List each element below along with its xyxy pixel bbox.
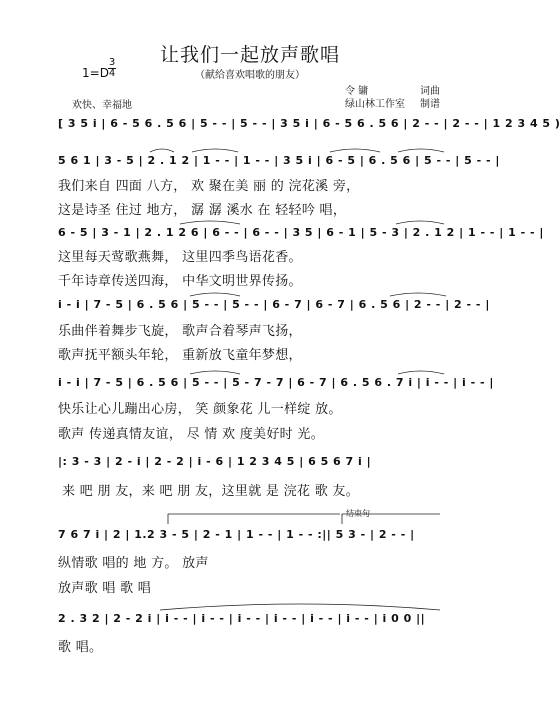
slur — [396, 221, 444, 224]
slur — [150, 149, 174, 152]
lyrics-row-2-verse-2: 这是诗圣 住过 地方， 潺 潺 溪水 在 轻轻吟 唱， — [58, 203, 347, 218]
lyrics-row-3-verse-1: 这里每天莺歌燕舞， 这里四季鸟语花香。 — [58, 250, 302, 265]
lyricist-name: 令 镛 — [345, 86, 369, 97]
lyrics-row-4-verse-2: 歌声抚平额头年轮， 重新放飞童年梦想， — [58, 348, 302, 363]
slur — [398, 371, 444, 374]
notation-row-5: i - i | 7 - 5 | 6 . 5 6 | 5 - - | 5 - 7 - 7 | 6 - 7 | 6 . 5 6 . 7 i | i - - | i - - | — [58, 376, 494, 389]
slur — [190, 371, 240, 374]
notation-row-2: 5 6 1 | 3 - 5 | 2 . 1 2 | 1 - - | 1 - - | 3 5 i | 6 - 5 | 6 . 5 6 | 5 - - | 5 - - | — [58, 154, 500, 167]
volta-bracket-ending — [342, 514, 440, 524]
notation-row-6: |: 3 - 3 | 2 - i | 2 - 2 | i - 6 | 1 2 3 4 5 | 6 5 6 7 i | — [58, 455, 372, 468]
lyrics-row-8: 歌 唱。 — [58, 640, 103, 655]
tempo-marking: 欢快、幸福地 — [72, 100, 132, 111]
lyrics-row-7-verse-2: 放声歌 唱 歌 唱 — [58, 581, 152, 596]
notation-row-7: 7 6 7 i | 2 | 1.2 3 - 5 | 2 - 1 | 1 - - | 1 - - :|| 5 3 - | 2 - - | — [58, 528, 415, 541]
slur — [390, 293, 446, 296]
notation-row-8: 2 . 3 2 | 2 - 2 i | i - - | i - - | i - - | i - - | i - - | i - - | i 0 0 || — [58, 612, 426, 625]
key-signature: 1=D — [82, 66, 109, 80]
notation-row-4: i - i | 7 - 5 | 6 . 5 6 | 5 - - | 5 - - | 6 - 7 | 6 - 7 | 6 . 5 6 | 2 - - | 2 - - | — [58, 298, 490, 311]
lyrics-row-6: 来 吧 朋 友，来 吧 朋 友，这里就 是 浣花 歌 友。 — [62, 484, 360, 499]
notation-row-1: [ 3 5 i | 6 - 5 6 . 5 6 | 5 - - | 5 - - | 3 5 i | 6 - 5 6 . 5 6 | 2 - - | 2 - - | 1 2 3 4 5 ) — [58, 117, 560, 130]
volta-label-ending: 结束句 — [346, 509, 370, 518]
lyrics-row-5-verse-1: 快乐让心儿蹦出心房， 笑 颜象花 儿一样绽 放。 — [58, 402, 342, 417]
tie — [160, 604, 440, 610]
time-sig-top: 3 — [108, 57, 116, 68]
slur — [192, 149, 238, 152]
lyrics-row-3-verse-2: 千年诗章传送四海， 中华文明世界传扬。 — [58, 274, 302, 289]
arranger-name: 绿山林工作室 — [345, 99, 405, 110]
arranger-role: 制谱 — [420, 99, 440, 110]
score-title: 让我们一起放声歌唱 — [159, 44, 340, 66]
time-sig-bottom: 4 — [108, 68, 116, 79]
slur — [190, 293, 240, 296]
slur — [180, 221, 240, 224]
slur — [330, 149, 380, 152]
lyrics-row-4-verse-1: 乐曲伴着舞步飞旋， 歌声合着琴声飞扬， — [58, 324, 302, 339]
lyricist-role: 词曲 — [420, 86, 440, 97]
lyrics-row-5-verse-2: 歌声 传递真情友谊， 尽 情 欢 度美好时 光。 — [58, 427, 324, 442]
slur — [398, 149, 444, 152]
notation-row-3: 6 - 5 | 3 - 1 | 2 . 1 2 6 | 6 - - | 6 - - | 3 5 | 6 - 1 | 5 - 3 | 2 . 1 2 | 1 - - | 1 - - | — [58, 226, 544, 239]
volta-bracket-first — [168, 514, 340, 524]
dedication: （献给喜欢唱歌的朋友） — [195, 70, 305, 81]
lyrics-row-7-verse-1: 纵情歌 唱的 地 方。 放声 — [58, 556, 209, 571]
lyrics-row-2-verse-1: 我们来自 四面 八方， 欢 聚在美 丽 的 浣花溪 旁， — [58, 179, 360, 194]
